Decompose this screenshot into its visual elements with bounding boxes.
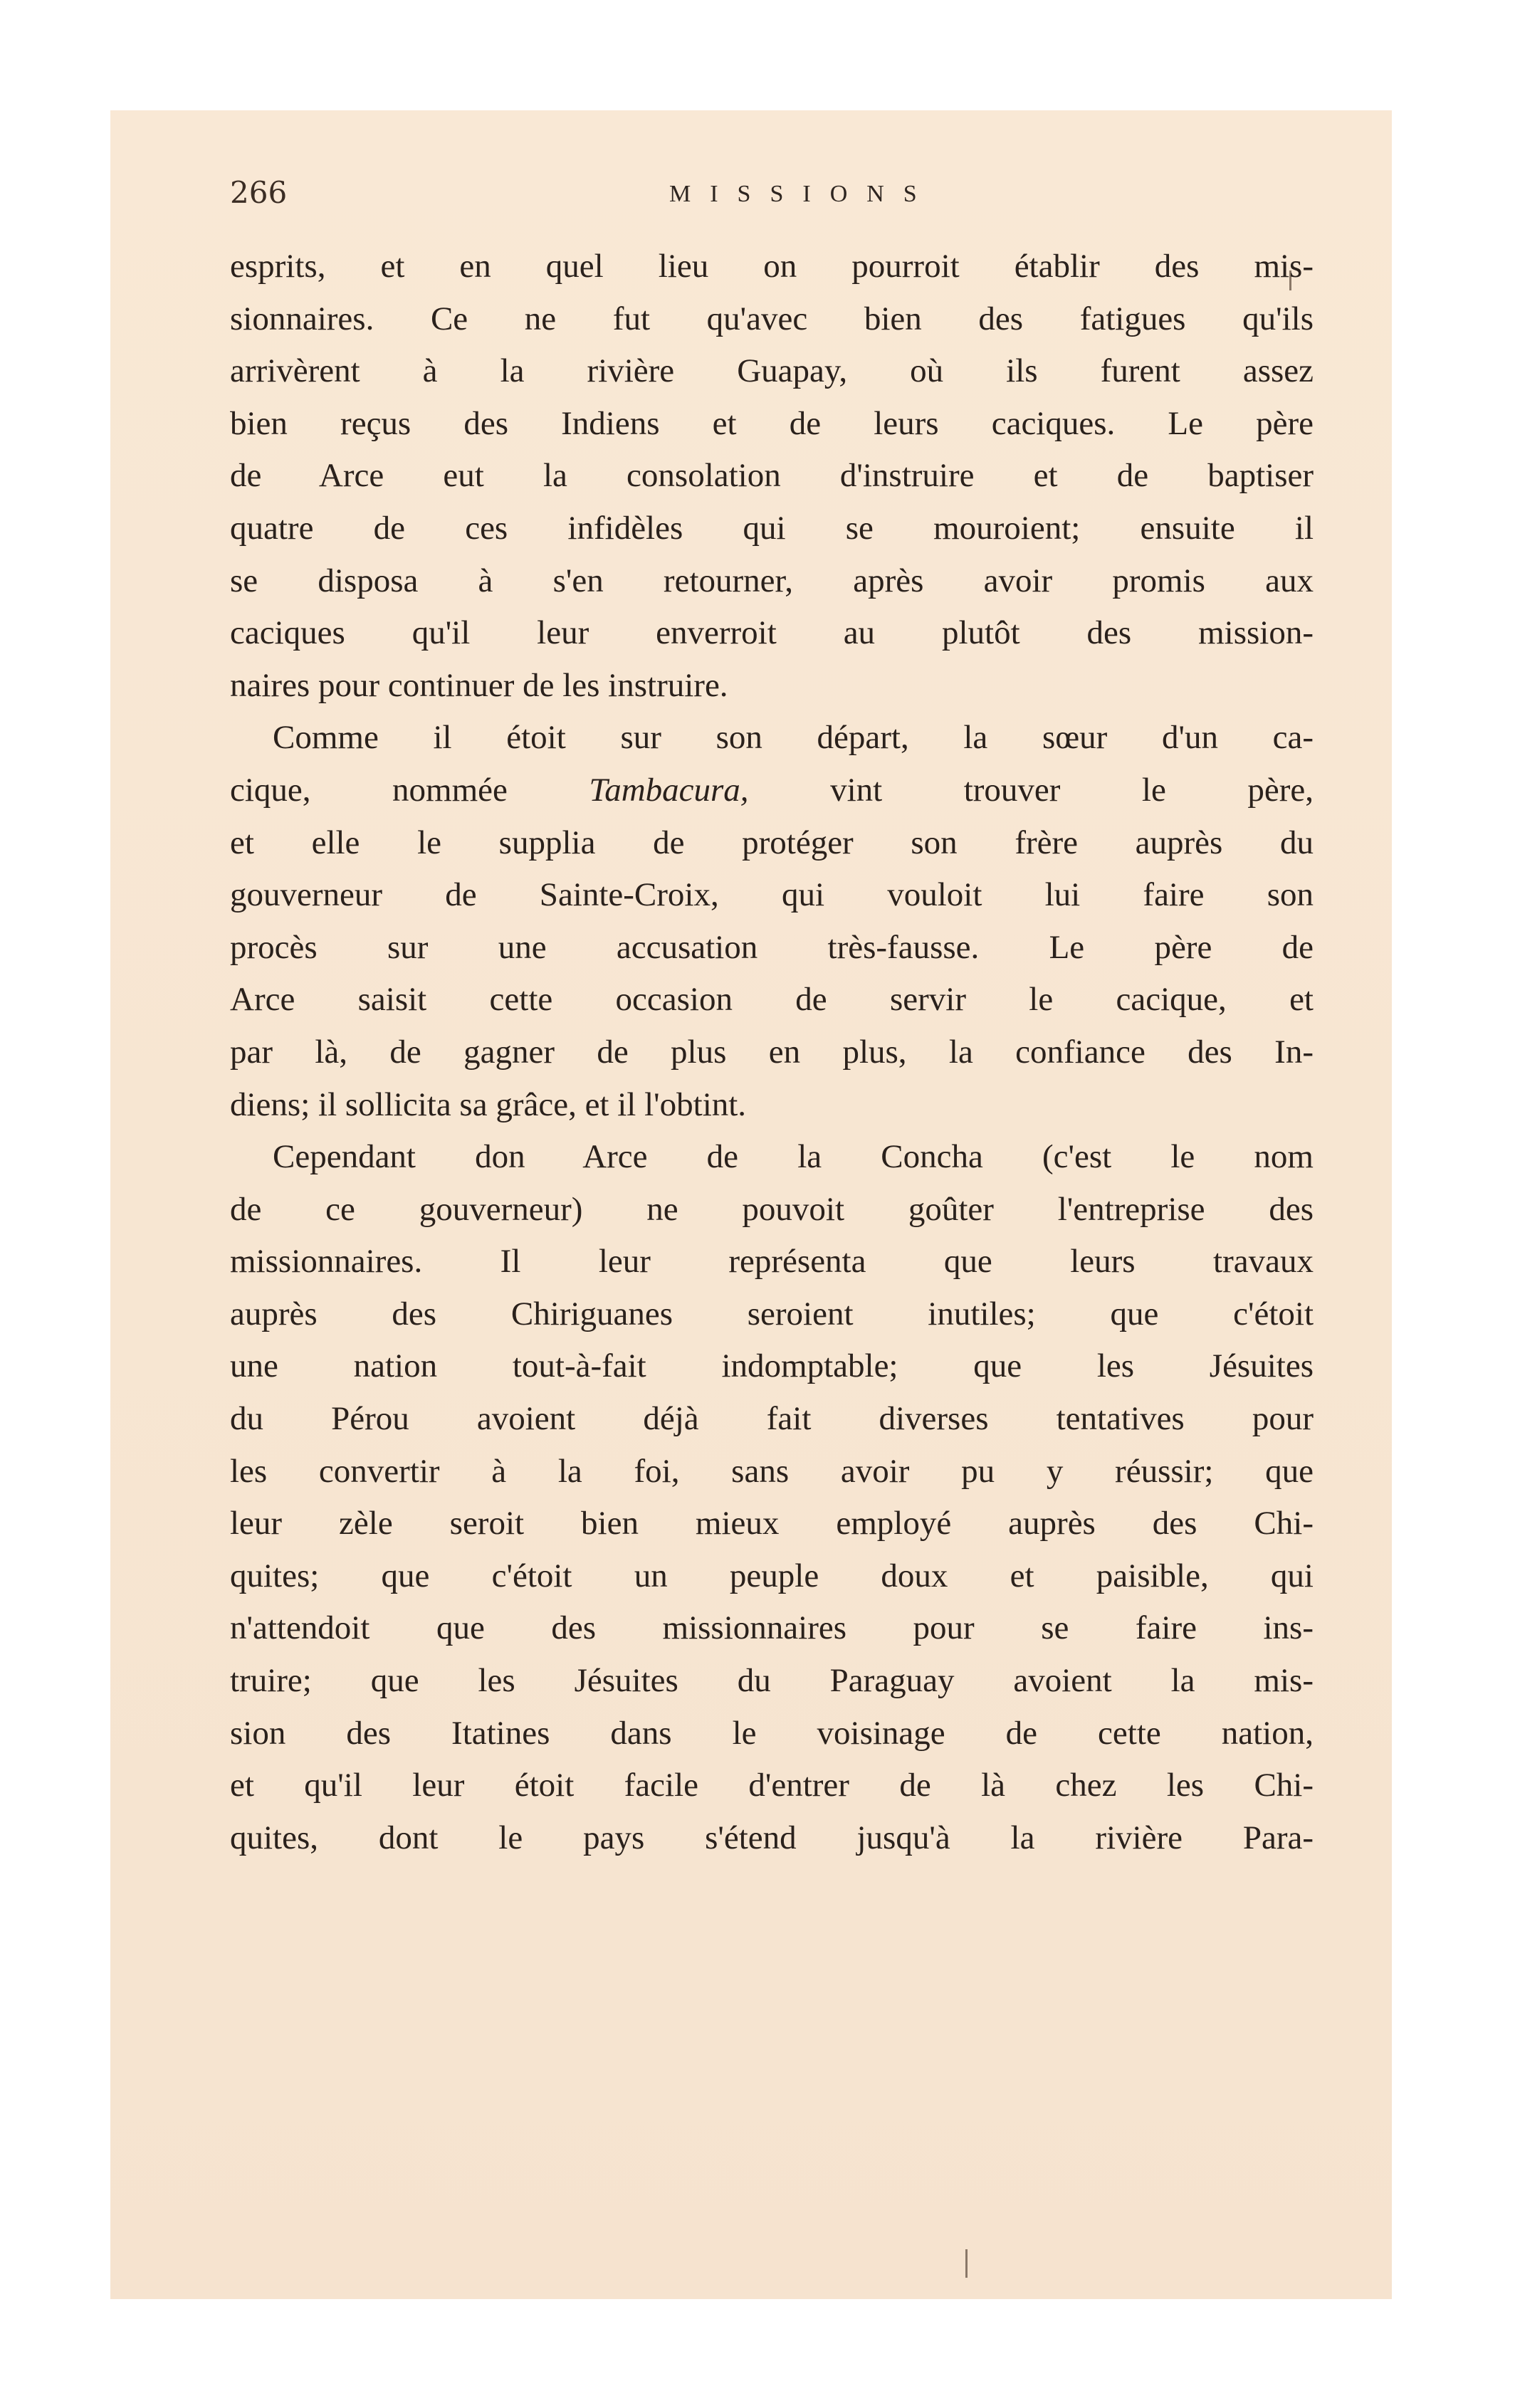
text-line: quites; que c'étoit un peuple doux et paisible, qui <box>230 1557 1314 1594</box>
text-line: Cependant don Arce de la Concha (c'est le nom <box>273 1138 1314 1176</box>
text-line: missionnaires. Il leur représenta que leurs travaux <box>230 1243 1314 1281</box>
text-line: sionnaires. Ce ne fut qu'avec bien des fatigues qu'ils <box>230 300 1314 337</box>
page-number: 266 <box>230 175 288 210</box>
body-text <box>230 241 1314 1864</box>
text-line: Comme il étoit sur son départ, la sœur d'un ca- <box>273 719 1314 757</box>
text-line: quatre de ces infidèles qui se mouroient; ensuite il <box>230 509 1314 547</box>
text-line <box>230 764 1314 817</box>
text-line: auprès des Chiriguanes seroient inutiles; que c'étoit <box>230 1295 1314 1332</box>
text-segment: cique, nommée <box>230 771 589 809</box>
text-line: de ce gouverneur) ne pouvoit goûter l'entreprise des <box>230 1190 1314 1228</box>
text-line: du Pérou avoient déjà fait diverses tentatives pour <box>230 1400 1314 1438</box>
text-line: n'attendoit que des missionnaires pour se faire ins- <box>230 1609 1314 1647</box>
text-line: sion des Itatines dans le voisinage de cette nation, <box>230 1714 1314 1752</box>
text-line: naires pour continuer de les instruire. <box>230 666 728 704</box>
text-line: les convertir à la foi, sans avoir pu y réussir; que <box>230 1452 1314 1490</box>
margin-mark <box>965 2249 968 2278</box>
text-line: de Arce eut la consolation d'instruire et de baptiser <box>230 457 1314 495</box>
text-line: esprits, et en quel lieu on pourroit établir des mis- <box>230 248 1314 285</box>
text-line: truire; que les Jésuites du Paraguay avoient la mis- <box>230 1662 1314 1700</box>
text-line: et elle le supplia de protéger son frère auprès du <box>230 824 1314 861</box>
text-line: Arce saisit cette occasion de servir le cacique, et <box>230 981 1314 1019</box>
page-header <box>230 175 1312 225</box>
text-line: gouverneur de Sainte-Croix, qui vouloit lui faire son <box>230 876 1314 914</box>
text-line: quites, dont le pays s'étend jusqu'à la rivière Para- <box>230 1819 1314 1856</box>
text-line: bien reçus des Indiens et de leurs caciques. Le père <box>230 404 1314 442</box>
text-line: caciques qu'il leur enverroit au plutôt des mission- <box>230 614 1314 652</box>
italic-name: Tambacura, <box>589 771 749 809</box>
text-line: une nation tout-à-fait indomptable; que les Jésuites <box>230 1347 1314 1385</box>
text-line: et qu'il leur étoit facile d'entrer de là chez les Chi- <box>230 1767 1314 1804</box>
running-head: MISSIONS <box>669 181 936 207</box>
text-line: leur zèle seroit bien mieux employé auprès des Chi- <box>230 1505 1314 1542</box>
text-line: arrivèrent à la rivière Guapay, où ils furent assez <box>230 352 1314 390</box>
text-line: par là, de gagner de plus en plus, la confiance des In- <box>230 1033 1314 1071</box>
text-line: se disposa à s'en retourner, après avoir promis aux <box>230 562 1314 599</box>
text-line: procès sur une accusation très-fausse. Le père de <box>230 928 1314 966</box>
text-segment: vint trouver le père, <box>748 771 1314 809</box>
text-line: diens; il sollicita sa grâce, et il l'obtint. <box>230 1085 747 1123</box>
